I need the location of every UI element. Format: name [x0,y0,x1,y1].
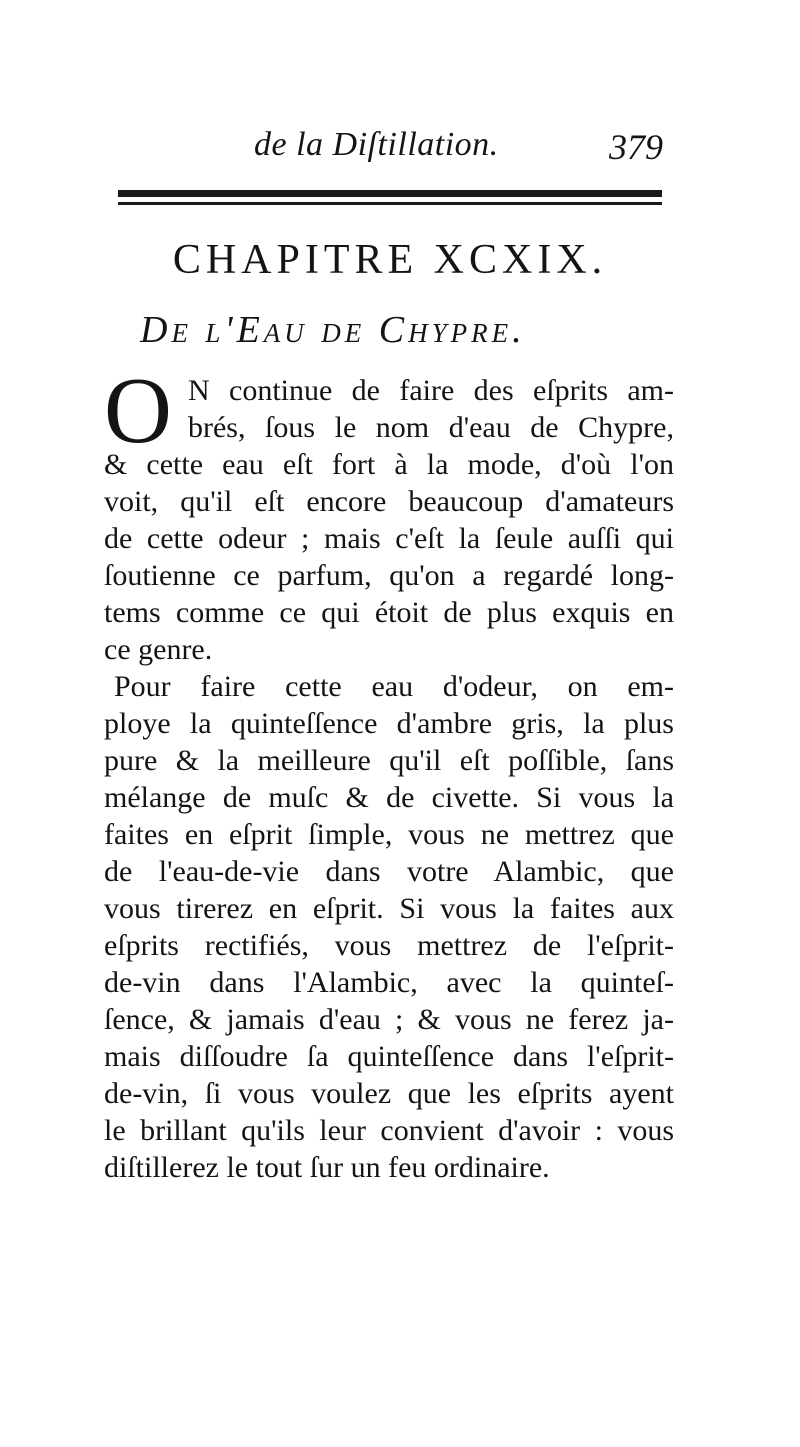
header-rule-thick [118,190,662,197]
text-line: voit, qu'il eſt encore beaucoup d'amateurs [104,485,674,518]
text-line: faites en eſprit ſimple, vous ne mettrez que [104,818,674,851]
chapter-heading: CHAPITRE XCXIX. [172,237,608,283]
text-line: de l'eau-de-vie dans votre Alambic, que [104,855,674,888]
text-line: ſoutienne ce parfum, qu'on a regardé long- [104,559,674,592]
text-line: tems comme ce qui étoit de plus exquis en [104,596,674,629]
text-line: le brillant qu'ils leur convient d'avoir : vous [104,1114,674,1147]
text-line: diſtillerez le tout ſur un feu ordinaire. [104,1151,550,1184]
text-line: ſence, & jamais d'eau ; & vous ne ferez ja- [104,1003,674,1036]
text-line: Pour faire cette eau d'odeur, on em- [114,670,674,703]
body-text [104,359,674,1186]
running-head [118,118,663,168]
text-line: de-vin dans l'Alambic, avec la quinteſ- [104,966,674,999]
text-line: mais diſſoudre ſa quinteſſence dans l'eſprit- [104,1040,674,1073]
text-line: N continue de faire des eſprits am- [188,374,674,407]
text-line: de cette odeur ; mais c'eſt la ſeule auſſi qui [104,522,674,555]
text-line: vous tirerez en eſprit. Si vous la faites aux [104,892,674,925]
text-line: de-vin, ſi vous voulez que les eſprits ayent [104,1077,674,1110]
page-number: 379 [609,127,663,167]
text-line: mélange de muſc & de civette. Si vous la [104,781,674,814]
text-line: ce genre. [104,633,213,666]
drop-cap: O [104,359,172,463]
text-line: ploye la quinteſſence d'ambre gris, la plus [104,707,674,740]
chapter-subtitle: De l'Eau de Chypre. [140,309,526,351]
text-line: brés, ſous le nom d'eau de Chypre, [188,411,674,444]
text-line: pure & la meilleure qu'il eſt poſſible, ſans [104,744,674,777]
header-rule-thin [118,202,662,205]
running-title: de la Diſtillation. [254,126,499,163]
text-line: & cette eau eſt fort à la mode, d'où l'on [104,448,674,481]
text-line: eſprits rectifiés, vous mettrez de l'eſprit- [104,929,674,962]
